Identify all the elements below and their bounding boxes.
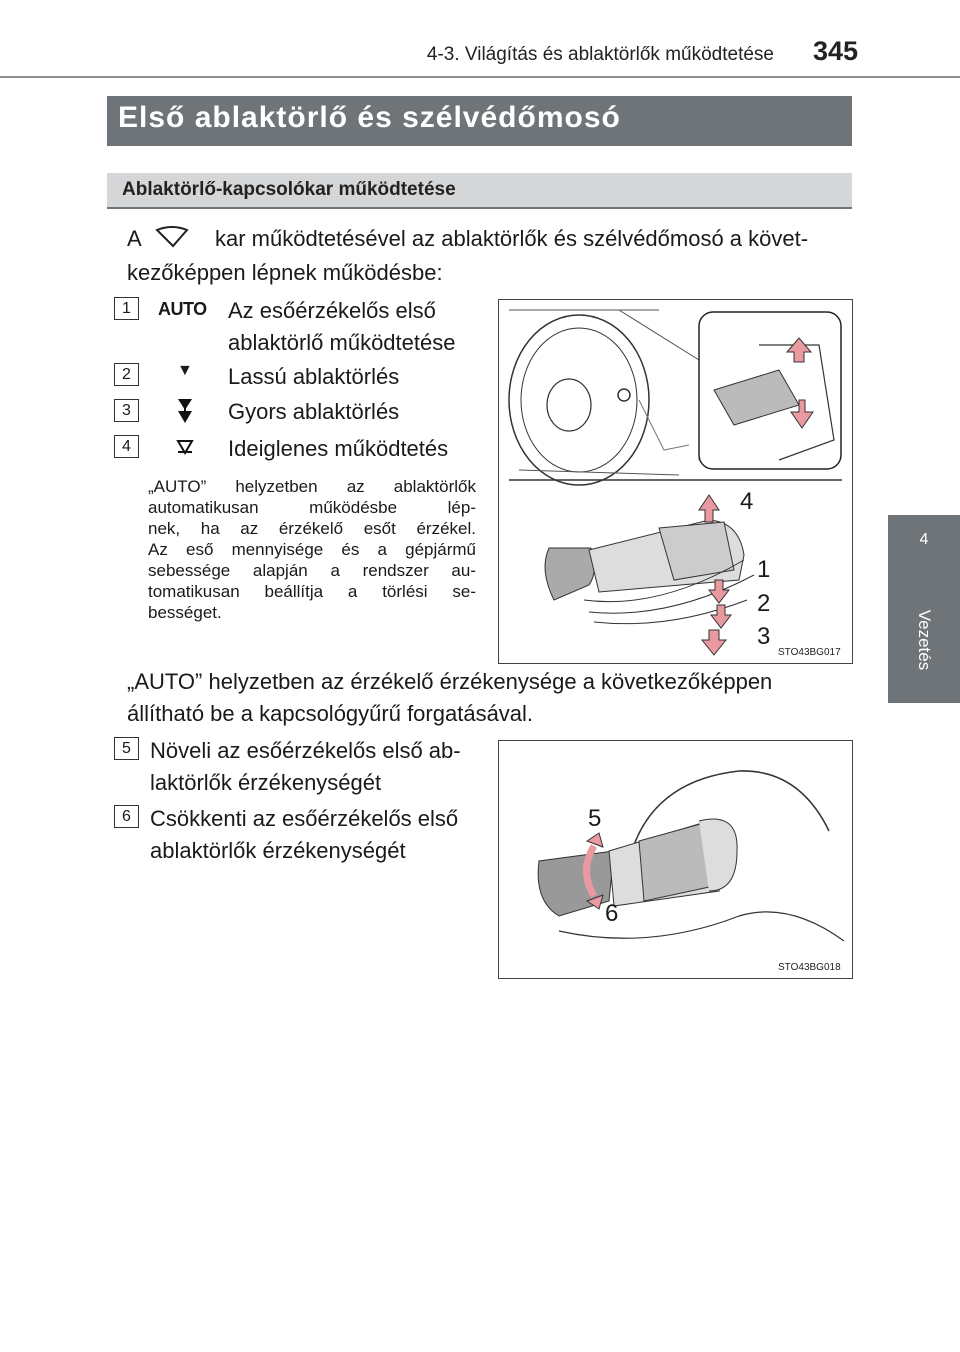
sensitivity-line2: állítható be a kapcsológyűrű forgatásával.: [127, 701, 534, 726]
page-title: Első ablaktörlő és szélvédőmosó: [118, 101, 621, 134]
figure-1-code: STO43BG017: [778, 647, 841, 658]
item-number-6: 6: [114, 805, 139, 828]
item-6-line1: Csökkenti az esőérzékelős első: [150, 806, 459, 831]
callout-3: 3: [757, 623, 771, 650]
auto-note-line: bességet.: [148, 603, 222, 622]
figure-2-code: STO43BG018: [778, 962, 841, 973]
item-1-line2: ablaktörlő működtetése: [228, 330, 456, 355]
auto-note-line: „AUTO” helyzetben az ablaktörlők: [148, 477, 476, 496]
auto-symbol: AUTO: [158, 299, 207, 319]
item-2-text: Lassú ablaktörlés: [228, 364, 400, 389]
item-3-text: Gyors ablaktörlés: [228, 399, 400, 424]
sensitivity-line1: „AUTO” helyzetben az érzékelő érzékenysége a következőképpen: [127, 669, 773, 694]
callout-2: 2: [757, 590, 771, 617]
figure-lever-operation: [498, 299, 853, 664]
intro-prefix: A: [127, 226, 142, 251]
auto-note: [148, 476, 476, 623]
item-number-4: 4: [114, 435, 139, 458]
item-number-1: 1: [114, 297, 139, 320]
item-6-line2: ablaktörlők érzékenységét: [150, 838, 406, 863]
wiper-icon: [155, 226, 189, 253]
intro-text-line2: kezőképpen lépnek működésbe:: [127, 260, 443, 285]
page-number: 345: [813, 36, 859, 66]
double-down-icon: [176, 397, 194, 430]
callout-4: 4: [740, 488, 754, 515]
item-5-line2: laktörlők érzékenységét: [150, 770, 382, 795]
callout-6: 6: [605, 900, 619, 927]
item-number-2: 2: [114, 363, 139, 386]
figure-sensitivity-ring: [498, 740, 853, 979]
item-number-3: 3: [114, 399, 139, 422]
auto-note-line: nek, ha az érzékelő esőt érzékel.: [148, 519, 476, 538]
callout-1: 1: [757, 556, 771, 583]
auto-note-line: tomatikusan beállítja a törlési se-: [148, 582, 476, 601]
auto-note-line: Az eső mennyisége és a gépjármű: [148, 540, 476, 559]
callout-5: 5: [588, 805, 602, 832]
item-4-text: Ideiglenes működtetés: [228, 436, 449, 461]
chapter-tab-number: 4: [919, 531, 929, 548]
intro-text-line1: kar működtetésével az ablaktörlők és szélvédőmosó a követ-: [215, 226, 809, 251]
lever-illustration: [499, 300, 852, 663]
auto-note-line: automatikusan működésbe lép-: [148, 498, 476, 517]
ring-illustration: [499, 741, 852, 978]
subtitle: Ablaktörlő-kapcsolókar működtetése: [122, 179, 456, 200]
single-down-icon: ▼: [177, 362, 193, 379]
item-5-line1: Növeli az esőérzékelős első ab-: [150, 738, 461, 763]
chapter-tab-label: Vezetés: [915, 609, 934, 671]
section-heading: 4-3. Világítás és ablaktörlők működtetése: [426, 44, 774, 65]
item-number-5: 5: [114, 737, 139, 760]
outline-down-icon: [176, 439, 194, 460]
item-1-line1: Az esőérzékelős első: [228, 298, 436, 323]
header-rule: [0, 76, 960, 78]
auto-note-line: sebessége alapján a rendszer au-: [148, 561, 476, 580]
